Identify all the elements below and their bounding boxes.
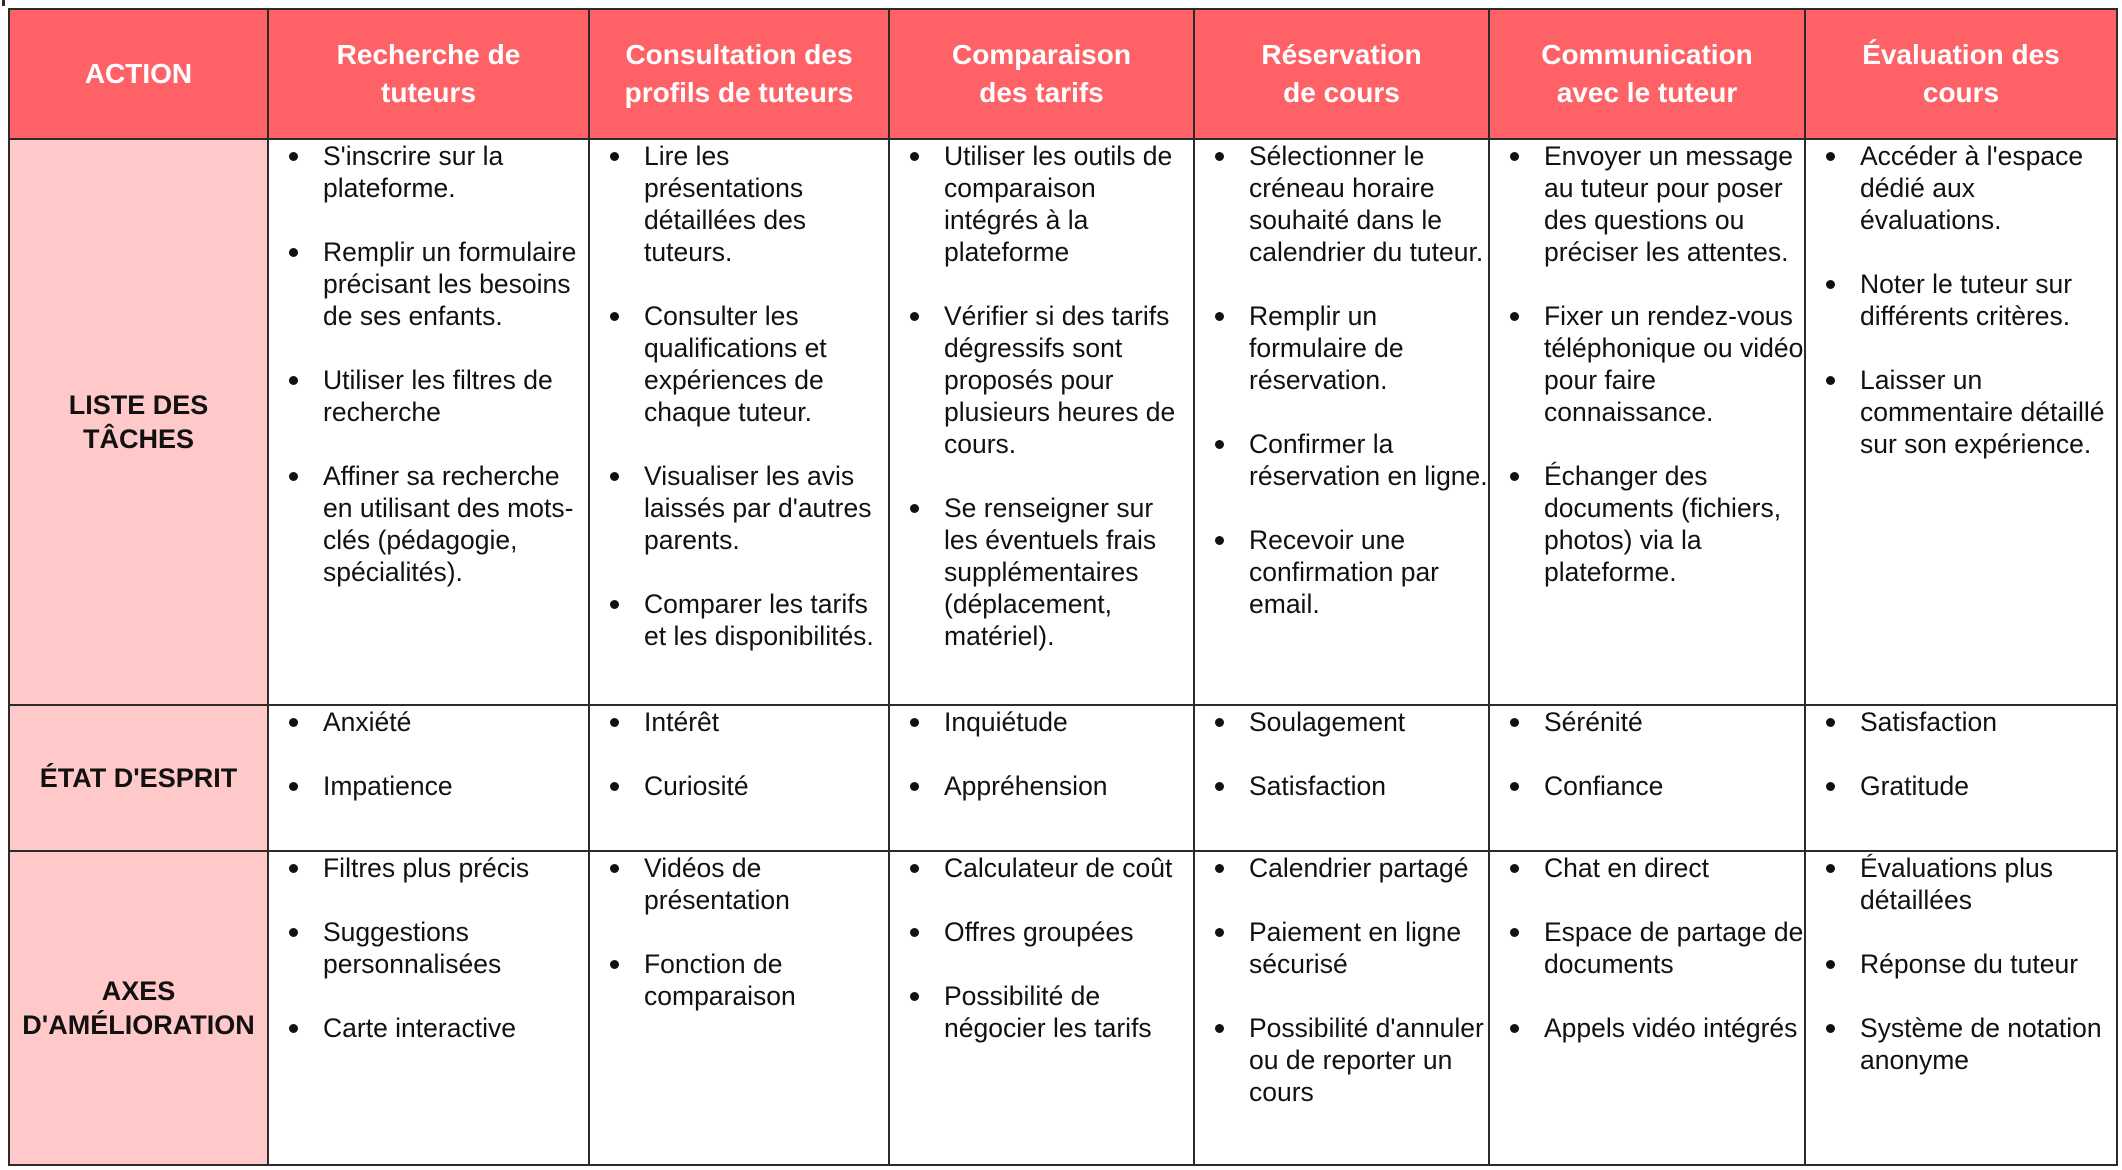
list-item: Laisser un commentaire détaillé sur son expérience. xyxy=(1806,364,2116,460)
list-item: Curiosité xyxy=(590,770,888,802)
improvements-cell xyxy=(1805,851,2117,1165)
list-item: Offres groupées xyxy=(890,916,1193,948)
tasks-cell xyxy=(1194,139,1489,705)
list-item: Visualiser les avis laissés par d'autres parents. xyxy=(590,460,888,556)
list-item: Évaluations plus détaillées xyxy=(1806,852,2116,916)
stage-header-label: Consultation des profils de tuteurs xyxy=(624,39,854,108)
edge-mark xyxy=(2,0,5,6)
list-item: Se renseigner sur les éventuels frais supplémentaires (déplacement, matériel). xyxy=(890,492,1193,652)
list-item: Anxiété xyxy=(269,706,588,738)
mood-row xyxy=(9,705,2117,851)
tasks-cell xyxy=(1805,139,2117,705)
customer-journey-table xyxy=(8,8,2118,1166)
list-item: Espace de partage de documents xyxy=(1490,916,1804,980)
list-item: Recevoir une confirmation par email. xyxy=(1195,524,1488,620)
list-item: Soulagement xyxy=(1195,706,1488,738)
bullet-list xyxy=(1806,140,2116,460)
stage-header-recherche xyxy=(268,9,589,139)
stage-header-communication xyxy=(1489,9,1805,139)
bullet-list xyxy=(1490,140,1804,588)
list-item: Filtres plus précis xyxy=(269,852,588,884)
tasks-row-label xyxy=(9,139,268,705)
list-item: Utiliser les filtres de recherche xyxy=(269,364,588,428)
list-item: Noter le tuteur sur différents critères. xyxy=(1806,268,2116,332)
list-item: Comparer les tarifs et les disponibilités. xyxy=(590,588,888,652)
bullet-list xyxy=(269,706,588,802)
stage-header-label: Recherche de tuteurs xyxy=(336,39,521,108)
list-item: Sérénité xyxy=(1490,706,1804,738)
bullet-list xyxy=(890,140,1193,652)
list-item: Lire les présentations détaillées des tuteurs. xyxy=(590,140,888,268)
list-item: Confirmer la réservation en ligne. xyxy=(1195,428,1488,492)
tasks-cell xyxy=(268,139,589,705)
list-item: Inquiétude xyxy=(890,706,1193,738)
improvements-cell xyxy=(589,851,889,1165)
list-item: Fonction de comparaison xyxy=(590,948,888,1012)
improvements-cell xyxy=(1489,851,1805,1165)
list-item: Utiliser les outils de comparaison intégrés à la plateforme xyxy=(890,140,1193,268)
list-item: Appels vidéo intégrés xyxy=(1490,1012,1804,1044)
list-item: Affiner sa recherche en utilisant des mots-clés (pédagogie, spécialités). xyxy=(269,460,588,588)
mood-cell xyxy=(268,705,589,851)
tasks-cell xyxy=(1489,139,1805,705)
stage-header-label: Réservation de cours xyxy=(1261,39,1422,108)
tasks-cell xyxy=(589,139,889,705)
list-item: Carte interactive xyxy=(269,1012,588,1044)
list-item: Intérêt xyxy=(590,706,888,738)
improvements-row xyxy=(9,851,2117,1165)
improvements-cell xyxy=(889,851,1194,1165)
list-item: Suggestions personnalisées xyxy=(269,916,588,980)
tasks-cell xyxy=(889,139,1194,705)
bullet-list xyxy=(1195,706,1488,802)
bullet-list xyxy=(1490,852,1804,1044)
stage-header-reservation xyxy=(1194,9,1489,139)
stage-header-comparaison xyxy=(889,9,1194,139)
improvements-cell xyxy=(268,851,589,1165)
mood-cell xyxy=(1194,705,1489,851)
list-item: S'inscrire sur la plateforme. xyxy=(269,140,588,204)
list-item: Satisfaction xyxy=(1806,706,2116,738)
header-row xyxy=(9,9,2117,139)
mood-cell xyxy=(589,705,889,851)
list-item: Satisfaction xyxy=(1195,770,1488,802)
tasks-row-label-text: LISTE DES TÂCHES xyxy=(68,390,209,454)
tasks-row xyxy=(9,139,2117,705)
list-item: Fixer un rendez-vous téléphonique ou vidéo pour faire connaissance. xyxy=(1490,300,1804,428)
bullet-list xyxy=(1806,706,2116,802)
list-item: Accéder à l'espace dédié aux évaluations. xyxy=(1806,140,2116,236)
list-item: Possibilité d'annuler ou de reporter un cours xyxy=(1195,1012,1488,1108)
improvements-cell xyxy=(1194,851,1489,1165)
list-item: Système de notation anonyme xyxy=(1806,1012,2116,1076)
list-item: Consulter les qualifications et expériences de chaque tuteur. xyxy=(590,300,888,428)
bullet-list xyxy=(269,852,588,1044)
list-item: Réponse du tuteur xyxy=(1806,948,2116,980)
improvements-row-label-text: AXES D'AMÉLIORATION xyxy=(22,976,255,1040)
stage-header-consultation xyxy=(589,9,889,139)
list-item: Remplir un formulaire de réservation. xyxy=(1195,300,1488,396)
stage-header-label: Communication avec le tuteur xyxy=(1541,39,1753,108)
list-item: Envoyer un message au tuteur pour poser des questions ou préciser les attentes. xyxy=(1490,140,1804,268)
mood-row-label xyxy=(9,705,268,851)
bullet-list xyxy=(1806,852,2116,1076)
bullet-list xyxy=(890,706,1193,802)
bullet-list xyxy=(1490,706,1804,802)
mood-cell xyxy=(1489,705,1805,851)
list-item: Vérifier si des tarifs dégressifs sont proposés pour plusieurs heures de cours. xyxy=(890,300,1193,460)
bullet-list xyxy=(1195,852,1488,1108)
list-item: Paiement en ligne sécurisé xyxy=(1195,916,1488,980)
stage-header-evaluation xyxy=(1805,9,2117,139)
bullet-list xyxy=(590,706,888,802)
bullet-list xyxy=(269,140,588,588)
bullet-list xyxy=(590,140,888,652)
mood-cell xyxy=(889,705,1194,851)
list-item: Remplir un formulaire précisant les besoins de ses enfants. xyxy=(269,236,588,332)
bullet-list xyxy=(590,852,888,1012)
stage-header-label: Comparaison des tarifs xyxy=(952,39,1131,108)
list-item: Confiance xyxy=(1490,770,1804,802)
list-item: Calendrier partagé xyxy=(1195,852,1488,884)
list-item: Appréhension xyxy=(890,770,1193,802)
list-item: Impatience xyxy=(269,770,588,802)
action-header-label: ACTION xyxy=(84,58,193,89)
list-item: Possibilité de négocier les tarifs xyxy=(890,980,1193,1044)
list-item: Gratitude xyxy=(1806,770,2116,802)
list-item: Vidéos de présentation xyxy=(590,852,888,916)
list-item: Sélectionner le créneau horaire souhaité dans le calendrier du tuteur. xyxy=(1195,140,1488,268)
mood-cell xyxy=(1805,705,2117,851)
action-header xyxy=(9,9,268,139)
bullet-list xyxy=(890,852,1193,1044)
stage-header-label: Évaluation des cours xyxy=(1862,39,2060,108)
improvements-row-label xyxy=(9,851,268,1165)
list-item: Échanger des documents (fichiers, photos) via la plateforme. xyxy=(1490,460,1804,588)
bullet-list xyxy=(1195,140,1488,620)
mood-row-label-text: ÉTAT D'ESPRIT xyxy=(39,763,238,793)
list-item: Calculateur de coût xyxy=(890,852,1193,884)
list-item: Chat en direct xyxy=(1490,852,1804,884)
